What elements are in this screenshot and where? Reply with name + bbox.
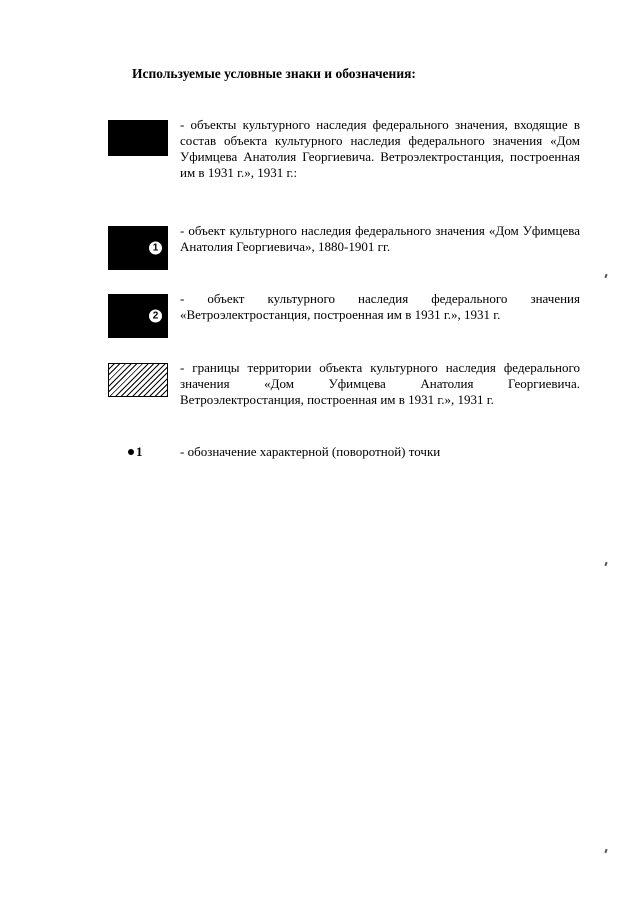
circled-number-1-icon: 1 <box>149 242 162 255</box>
point-dot-icon <box>128 449 134 455</box>
legend-text-objects: - объекты культурного наследия федерального значения, входящие в состав объекта культурного наследия федерального значения «Дом Уфимцева Анатолия Георгиевича. Ветроэлектростанция, построенная им в 1931 г.», 1931 г.: <box>180 117 580 180</box>
point-symbol <box>128 444 143 460</box>
legend-text-windmill: - объект культурного наследия федерального значения «Ветроэлектростанция, построенная им в 1931 г.», 1931 г. <box>180 291 580 322</box>
scan-speck <box>604 274 607 278</box>
black-box-symbol-2 <box>108 294 168 338</box>
black-box-symbol <box>108 120 168 156</box>
legend-text-point: - обозначение характерной (поворотной) точки <box>180 444 441 459</box>
legend-text-boundaries: - границы территории объекта культурного наследия федерального значения «Дом Уфимцева Анатолия Георгиевича. Ветроэлектростанция, построенная им в 1931 г.», 1931 г. <box>180 360 580 407</box>
hatched-box-symbol <box>108 363 168 397</box>
black-box-symbol-1 <box>108 226 168 270</box>
point-label: 1 <box>136 444 143 459</box>
legend-title: Используемые условные знаки и обозначения: <box>132 66 416 81</box>
legend-text-house: - объект культурного наследия федерального значения «Дом Уфимцева Анатолия Георгиевича», 1880-1901 гг. <box>180 223 580 254</box>
scan-speck <box>604 849 607 853</box>
scan-speck <box>604 562 607 566</box>
circled-number-2-icon: 2 <box>149 310 162 323</box>
